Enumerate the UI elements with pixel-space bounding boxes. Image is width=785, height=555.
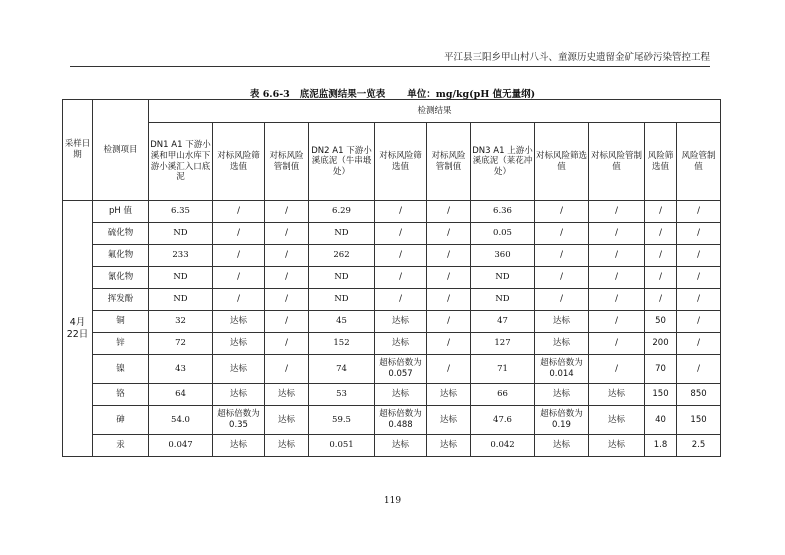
table-unit: 单位：mg/kg(pH 值无量纲) — [407, 89, 536, 100]
value-cell: / — [589, 289, 645, 311]
value-cell: 360 — [471, 245, 535, 267]
value-cell: / — [427, 311, 471, 333]
value-cell: 达标 — [535, 384, 589, 406]
value-cell: 43 — [149, 355, 213, 384]
value-cell: / — [427, 289, 471, 311]
value-cell: 达标 — [375, 311, 427, 333]
value-cell: 达标 — [535, 311, 589, 333]
table-row — [63, 355, 721, 384]
value-cell: / — [375, 201, 427, 223]
value-cell: 54.0 — [149, 406, 213, 435]
value-cell: ND — [149, 267, 213, 289]
value-cell: / — [427, 267, 471, 289]
value-cell: ND — [471, 289, 535, 311]
column-header-6: 对标风险管制值 — [427, 123, 471, 201]
value-cell: ND — [149, 223, 213, 245]
value-cell: / — [535, 289, 589, 311]
header-row-1 — [63, 100, 721, 123]
item-cell: 汞 — [93, 435, 149, 457]
value-cell: 达标 — [589, 406, 645, 435]
value-cell: / — [645, 289, 677, 311]
header-rule — [70, 66, 710, 67]
item-cell: 镍 — [93, 355, 149, 384]
value-cell: / — [427, 201, 471, 223]
value-cell: / — [677, 289, 721, 311]
value-cell: 6.29 — [309, 201, 375, 223]
value-cell: 0.047 — [149, 435, 213, 457]
column-header-5: 对标风险筛选值 — [375, 123, 427, 201]
item-cell: 铬 — [93, 384, 149, 406]
item-cell: 氰化物 — [93, 267, 149, 289]
value-cell: / — [677, 311, 721, 333]
value-cell: 达标 — [265, 384, 309, 406]
value-cell: 达标 — [535, 333, 589, 355]
value-cell: 0.05 — [471, 223, 535, 245]
value-cell: ND — [471, 267, 535, 289]
value-cell: / — [535, 267, 589, 289]
value-cell: / — [589, 311, 645, 333]
value-cell: 达标 — [213, 311, 265, 333]
document-header-title: 平江县三阳乡甲山村八斗、童源历史遗留金矿尾砂污染管控工程 — [443, 52, 710, 63]
value-cell: 45 — [309, 311, 375, 333]
value-cell: / — [375, 267, 427, 289]
value-cell: / — [645, 201, 677, 223]
value-cell: / — [213, 245, 265, 267]
table-row — [63, 333, 721, 355]
value-cell: 达标 — [427, 406, 471, 435]
value-cell: / — [427, 245, 471, 267]
item-cell: 锌 — [93, 333, 149, 355]
value-cell: 200 — [645, 333, 677, 355]
value-cell: 233 — [149, 245, 213, 267]
column-header-7: DN3 A1 上游小溪底泥（莱花冲处） — [471, 123, 535, 201]
value-cell: / — [535, 223, 589, 245]
value-cell: / — [677, 355, 721, 384]
value-cell: 超标倍数为 0.19 — [535, 406, 589, 435]
value-cell: 达标 — [375, 435, 427, 457]
value-cell: 70 — [645, 355, 677, 384]
column-header-8: 对标风险筛选值 — [535, 123, 589, 201]
item-cell: 砷 — [93, 406, 149, 435]
value-cell: 超标倍数为 0.488 — [375, 406, 427, 435]
column-header-1: DN1 A1 下游小溪和甲山水库下游小溪汇入口底泥 — [149, 123, 213, 201]
value-cell: / — [677, 267, 721, 289]
item-cell: 铜 — [93, 311, 149, 333]
value-cell: 0.042 — [471, 435, 535, 457]
value-cell: 32 — [149, 311, 213, 333]
value-cell: / — [645, 223, 677, 245]
value-cell: / — [677, 333, 721, 355]
sampling-date-cell: 4月22日 — [63, 201, 93, 457]
value-cell: 50 — [645, 311, 677, 333]
value-cell: / — [589, 201, 645, 223]
value-cell: / — [535, 245, 589, 267]
value-cell: / — [213, 223, 265, 245]
value-cell: / — [213, 201, 265, 223]
table-row — [63, 384, 721, 406]
value-cell: / — [213, 289, 265, 311]
value-cell: 2.5 — [677, 435, 721, 457]
column-header-3: 对标风险管制值 — [265, 123, 309, 201]
item-cell: 氟化物 — [93, 245, 149, 267]
header-row-2 — [63, 123, 721, 201]
value-cell: 152 — [309, 333, 375, 355]
value-cell: / — [677, 223, 721, 245]
value-cell: 64 — [149, 384, 213, 406]
value-cell: / — [265, 289, 309, 311]
value-cell: 达标 — [535, 435, 589, 457]
value-cell: 达标 — [265, 406, 309, 435]
value-cell: 6.35 — [149, 201, 213, 223]
table-number: 表 6.6-3 — [249, 89, 290, 100]
value-cell: 40 — [645, 406, 677, 435]
value-cell: / — [677, 245, 721, 267]
value-cell: / — [589, 333, 645, 355]
value-cell: 超标倍数为 0.35 — [213, 406, 265, 435]
value-cell: 达标 — [265, 435, 309, 457]
value-cell: 达标 — [427, 384, 471, 406]
value-cell: / — [589, 267, 645, 289]
table-row — [63, 289, 721, 311]
value-cell: 71 — [471, 355, 535, 384]
column-header-2: 对标风险筛选值 — [213, 123, 265, 201]
item-cell: 挥发酚 — [93, 289, 149, 311]
value-cell: 达标 — [375, 384, 427, 406]
value-cell: / — [265, 355, 309, 384]
item-cell: 硫化物 — [93, 223, 149, 245]
value-cell: / — [589, 245, 645, 267]
results-header-cell: 检测结果 — [149, 100, 721, 123]
value-cell: 262 — [309, 245, 375, 267]
value-cell: 1.8 — [645, 435, 677, 457]
value-cell: 达标 — [589, 435, 645, 457]
table-row — [63, 267, 721, 289]
value-cell: 达标 — [213, 384, 265, 406]
value-cell: ND — [309, 289, 375, 311]
item-cell: pH 值 — [93, 201, 149, 223]
value-cell: / — [375, 245, 427, 267]
value-cell: 150 — [677, 406, 721, 435]
value-cell: 6.36 — [471, 201, 535, 223]
value-cell: 达标 — [213, 435, 265, 457]
value-cell: / — [589, 223, 645, 245]
value-cell: 850 — [677, 384, 721, 406]
value-cell: 达标 — [375, 333, 427, 355]
table-title: 底泥监测结果一览表 — [299, 89, 386, 100]
value-cell: / — [375, 223, 427, 245]
value-cell: / — [645, 245, 677, 267]
table-row — [63, 406, 721, 435]
value-cell: / — [589, 355, 645, 384]
value-cell: ND — [309, 267, 375, 289]
value-cell: ND — [149, 289, 213, 311]
value-cell: 0.051 — [309, 435, 375, 457]
value-cell: 59.5 — [309, 406, 375, 435]
value-cell: / — [265, 223, 309, 245]
value-cell: / — [427, 223, 471, 245]
value-cell: / — [213, 267, 265, 289]
sediment-monitoring-table — [62, 99, 721, 457]
value-cell: 150 — [645, 384, 677, 406]
value-cell: 达标 — [213, 333, 265, 355]
value-cell: / — [535, 201, 589, 223]
value-cell: 47 — [471, 311, 535, 333]
value-cell: 达标 — [427, 435, 471, 457]
value-cell: ND — [309, 223, 375, 245]
column-header-4: DN2 A1 下游小溪底泥（牛串塅处） — [309, 123, 375, 201]
value-cell: / — [375, 289, 427, 311]
value-cell: / — [427, 333, 471, 355]
value-cell: / — [265, 267, 309, 289]
table-row — [63, 223, 721, 245]
table-row — [63, 201, 721, 223]
value-cell: 超标倍数为 0.057 — [375, 355, 427, 384]
column-header-11: 风险管制值 — [677, 123, 721, 201]
value-cell: / — [265, 333, 309, 355]
table-row — [63, 245, 721, 267]
value-cell: 47.6 — [471, 406, 535, 435]
value-cell: / — [265, 201, 309, 223]
table-row — [63, 311, 721, 333]
value-cell: / — [427, 355, 471, 384]
page-number: 119 — [383, 496, 402, 506]
value-cell: 72 — [149, 333, 213, 355]
value-cell: / — [645, 267, 677, 289]
table-row — [63, 435, 721, 457]
value-cell: / — [265, 311, 309, 333]
value-cell: 达标 — [213, 355, 265, 384]
value-cell: 超标倍数为 0.014 — [535, 355, 589, 384]
date-header-cell: 采样日期 — [63, 100, 93, 201]
value-cell: / — [265, 245, 309, 267]
value-cell: 53 — [309, 384, 375, 406]
column-header-10: 风险筛选值 — [645, 123, 677, 201]
value-cell: 66 — [471, 384, 535, 406]
value-cell: 127 — [471, 333, 535, 355]
value-cell: / — [677, 201, 721, 223]
value-cell: 达标 — [589, 384, 645, 406]
table-caption — [0, 86, 785, 100]
column-header-9: 对标风险管制值 — [589, 123, 645, 201]
value-cell: 74 — [309, 355, 375, 384]
item-header-cell: 检测项目 — [93, 100, 149, 201]
